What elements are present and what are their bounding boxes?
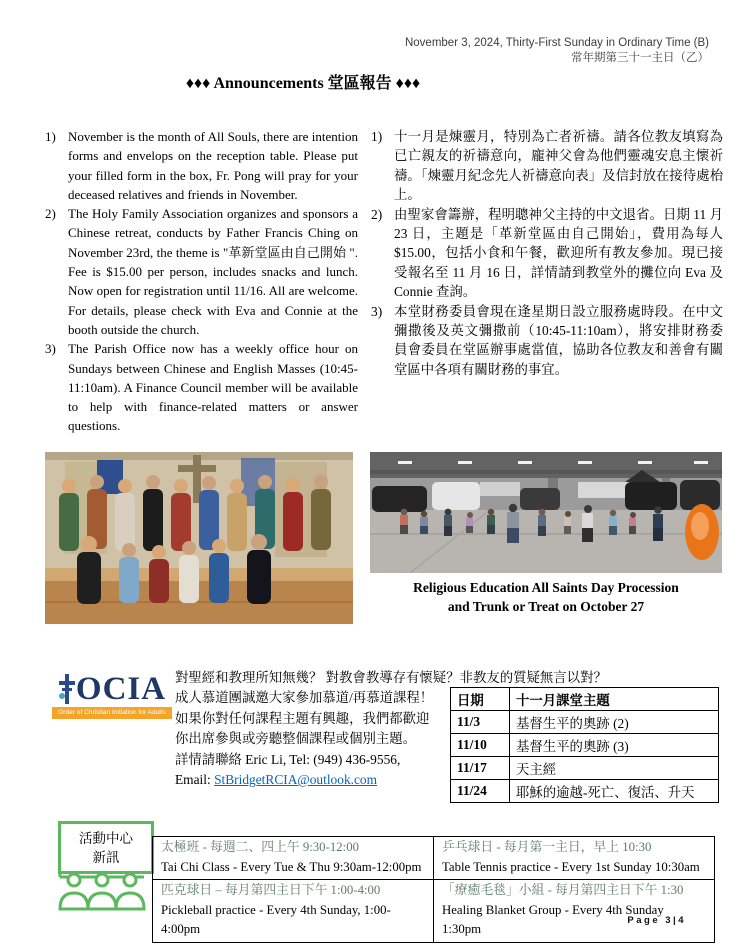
audience-icon <box>52 871 152 915</box>
header-chinese-line: 常年期第三十一主日（乙） <box>571 52 709 64</box>
class-table-header-row <box>451 688 719 711</box>
activity-cell-pickleball <box>153 880 434 943</box>
ocia-text-block <box>175 688 453 791</box>
class-topic: 耶穌的逾越-死亡、復活、升天 <box>510 780 719 803</box>
activity-en: Table Tennis practice - Every 1st Sunday 10:30am <box>442 859 700 874</box>
activity-cell-tabletennis <box>434 837 715 880</box>
caption-line-2: and Trunk or Treat on October 27 <box>447 599 645 614</box>
announcement-en-3 <box>45 339 358 435</box>
class-topic: 天主經 <box>510 757 719 780</box>
table-row <box>153 880 715 943</box>
ocia-intro-question-line: 對聖經和教理所知無幾？ 對教會教導存有懷疑？非教友的質疑無言以對？ <box>175 670 607 685</box>
activity-zh: 乒乓球日 - 每月第一主日，早上 10:30 <box>442 840 652 854</box>
ocia-line-2: 成人慕道團誠邀大家參加慕道/再慕道課程！ <box>175 690 434 705</box>
class-table-header-date: 日期 <box>451 688 510 711</box>
ocia-line-4: 你出席參與或旁聽整個課程或個別主題。 <box>175 731 417 746</box>
item-number: 2) <box>45 206 56 222</box>
announcements-chinese-column <box>371 127 723 379</box>
activity-schedule-table <box>152 836 715 943</box>
table-row <box>451 734 719 757</box>
activity-center-badge <box>50 821 154 920</box>
church-photo-illustration <box>45 452 353 624</box>
activity-en: Pickleball practice - Every 4th Sunday, 1:00-4:00pm <box>161 902 391 936</box>
item-number: 2) <box>371 206 383 222</box>
announcement-en-1 <box>45 127 358 204</box>
item-text: 本堂財務委員會現在逢星期日設立服務處時段。在中文彌撒後及英文彌撒前（10:45-11:10am），將安排財務委員會委員在堂區辦事處當值，協助各位教友和善會有關堂區中各項有關財務的事宜。 <box>394 303 723 377</box>
item-number: 1) <box>371 129 383 144</box>
table-row <box>153 837 715 880</box>
announcement-zh-3 <box>371 302 723 380</box>
item-text: November is the month of All Souls, there are intention forms and envelops on the reception table. Please put your filled form in the box, Fr. Pong will pray for your deceased relatives and friends in November. <box>68 129 358 202</box>
activity-cell-taichi <box>153 837 434 880</box>
ocia-logo-top <box>52 672 172 706</box>
item-text: The Parish Office now has a weekly office hour on Sundays between Chinese and English Masses (10:45-11:10am). A Finance Council member will be available to help with finance-related matters or answer questions. <box>68 341 358 434</box>
cross-icon <box>58 672 76 706</box>
class-topic: 基督生平的奧跡 (3) <box>510 734 719 757</box>
november-class-table <box>450 687 719 803</box>
announcement-zh-2 <box>371 205 723 302</box>
activity-en: Tai Chi Class - Every Tue & Thu 9:30am-12:00pm <box>161 859 422 874</box>
activity-en: Healing Blanket Group - Every 4th Sunday 1:30pm <box>442 902 664 936</box>
ocia-contact-line: 詳情請聯絡 Eric Li, Tel: (949) 436-9556, <box>175 751 401 767</box>
activity-cell-healing-blanket <box>434 880 715 943</box>
garage-photo-illustration <box>370 452 722 573</box>
badge-line-1: 活動中心 <box>79 831 133 846</box>
activity-zh: 匹克球日 – 每月第四主日下午 1:00-4:00 <box>161 883 381 897</box>
email-label: Email: <box>175 772 215 787</box>
badge-line-2: 新訊 <box>92 850 120 865</box>
activity-center-box <box>58 821 154 874</box>
announcements-english-column <box>45 127 358 436</box>
photo-trunk-or-treat <box>370 452 722 573</box>
table-row <box>451 757 719 780</box>
class-date: 11/24 <box>451 780 510 803</box>
item-number: 3) <box>371 303 383 319</box>
page-title: ♦♦♦ Announcements 堂區報告 ♦♦♦ <box>185 75 421 92</box>
table-row <box>451 711 719 734</box>
activity-zh: 太極班 - 每週二、四上午 9:30-12:00 <box>161 840 359 854</box>
page-header <box>405 36 709 66</box>
email-link[interactable]: StBridgetRCIA@outlook.com <box>214 772 378 787</box>
ocia-email-line <box>175 770 453 791</box>
photo-caption <box>370 578 722 616</box>
activity-zh: 「療癒毛毯」小組 - 每月第四主日下午 1:30 <box>442 883 684 897</box>
item-number: 3) <box>45 341 56 357</box>
item-number: 1) <box>45 129 56 144</box>
item-text: 由聖家會籌辦，程明聰神父主持的中文退省。日期 11 月 23 日，主題是「革新堂區由自己開始」，費用為每人$15.00，包括小食和午餐，歡迎所有教友參加。現已接受報名至 11 月 16 日，詳情請到教堂外的攤位向 Eva 及 Connie 查詢。 <box>394 206 723 300</box>
item-text: The Holy Family Association organizes and sponsors a Chinese retreat, conducts by Father Francis Ching on November 23rd, the theme is "革新堂區由自己開始 ". Fee is $15.00 per person, includes snacks and lunch. Now open for registration until 11/16. All are welcome. For details, please check with Eva and Connie at the booth outside the church. <box>68 206 358 337</box>
page-number: Page 3|4 <box>627 915 686 926</box>
photo-all-saints-procession <box>45 452 353 624</box>
caption-line-1: Religious Education All Saints Day Procession <box>413 580 679 595</box>
class-topic: 基督生平的奧跡 (2) <box>510 711 719 734</box>
class-table-header-topic: 十一月課堂主題 <box>510 688 719 711</box>
ocia-line-3: 如果你對任何課程主題有興趣，我們都歡迎 <box>175 710 430 726</box>
class-date: 11/10 <box>451 734 510 757</box>
header-date-line: November 3, 2024, Thirty-First Sunday in Ordinary Time (B) <box>404 37 709 49</box>
announcement-en-2 <box>45 204 358 339</box>
announcement-zh-1 <box>371 127 723 205</box>
ocia-wordmark: OCIA <box>75 671 167 707</box>
ocia-banner: Order of Christian Initiation for Adults <box>52 707 172 719</box>
item-text: 十一月是煉靈月，特別為亡者祈禱。請各位教友填寫為已亡親友的祈禱意向，龐神父會為他們靈魂安息主懷祈禱。「煉靈月紀念先人祈禱意向表」及信封放在接待處枱上。 <box>394 129 723 203</box>
class-date: 11/3 <box>451 711 510 734</box>
table-row <box>451 780 719 803</box>
class-date: 11/17 <box>451 757 510 780</box>
ocia-logo <box>52 672 172 719</box>
